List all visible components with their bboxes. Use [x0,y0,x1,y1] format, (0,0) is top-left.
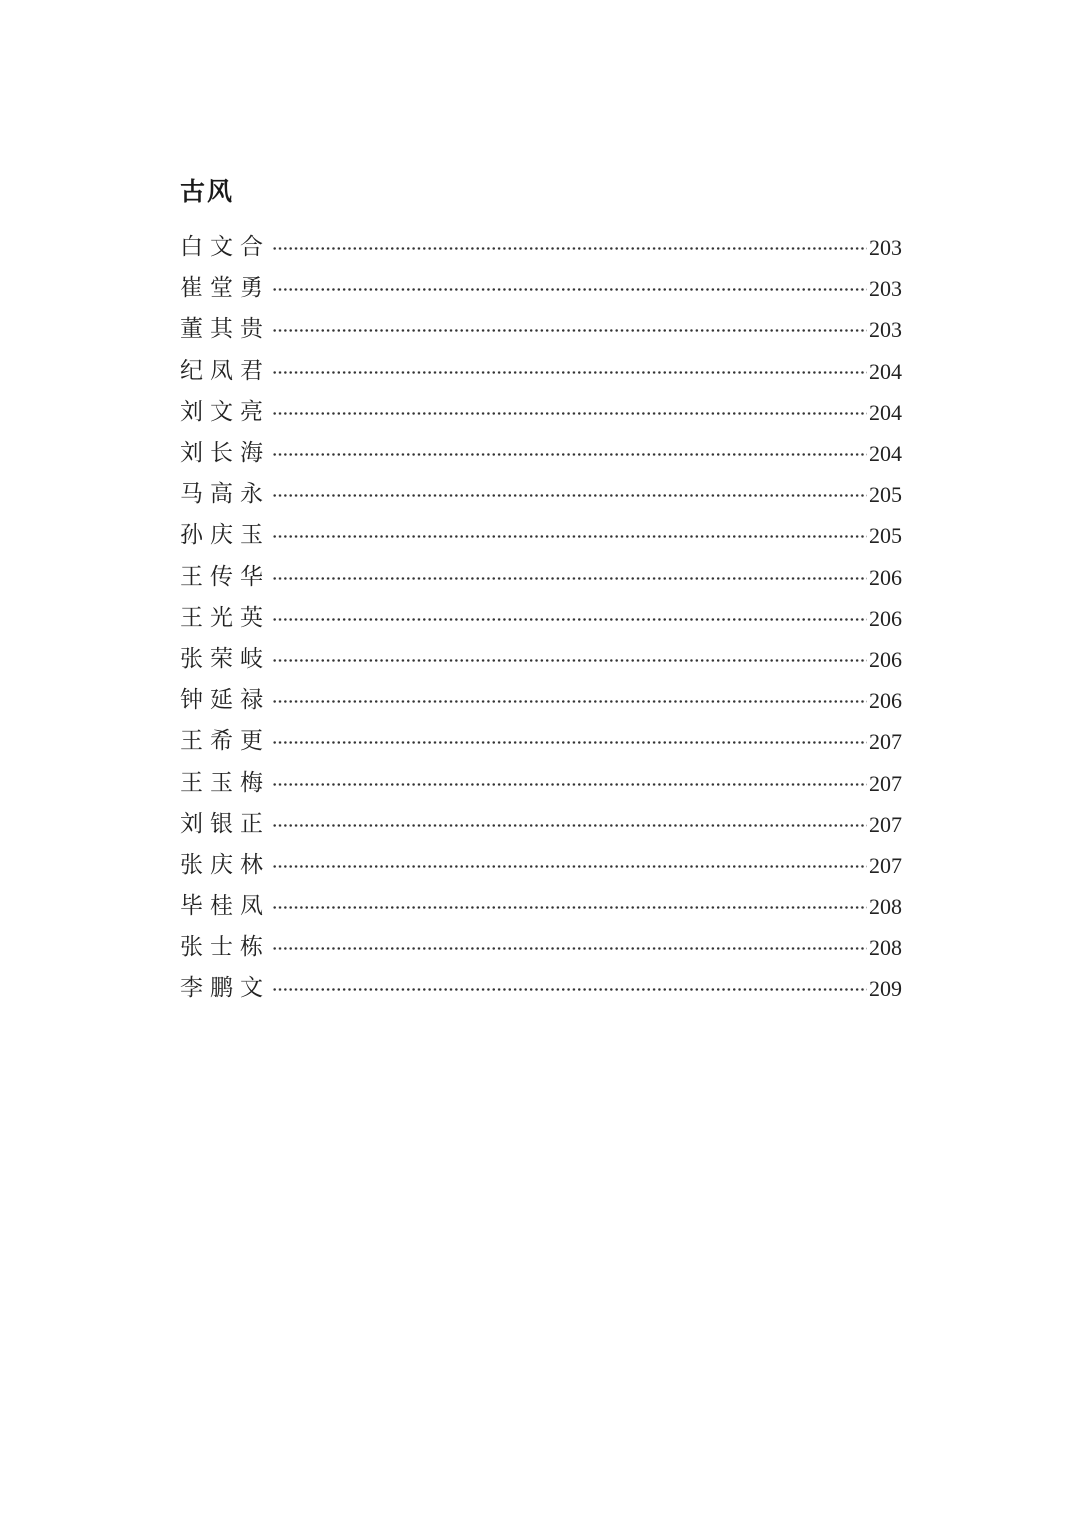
toc-entry-name: 王玉梅 [180,769,270,796]
toc-entry-name: 刘长海 [180,440,270,467]
dot-leader [272,288,867,291]
toc-entry [180,351,902,392]
dot-leader [272,700,867,703]
toc-entry-page-number: 203 [869,235,902,261]
toc-entry [180,804,902,845]
dot-leader [272,741,867,744]
toc-entry [180,639,902,680]
toc-entry [180,309,902,350]
dot-leader [272,865,867,868]
toc-entry-page-number: 206 [869,605,902,631]
toc-entry-name: 王光英 [180,604,270,631]
dot-leader [272,824,867,827]
toc-entry [180,721,902,762]
toc-entry-page-number: 206 [869,646,902,672]
dot-leader [272,535,867,538]
toc-entry-page-number: 205 [869,523,902,549]
toc-entry-page-number: 205 [869,482,902,508]
toc-entry-name: 白文合 [180,234,270,261]
toc-entry-page-number: 204 [869,358,902,384]
toc-entry-name: 毕桂凤 [180,893,270,920]
toc-entry-name: 纪凤君 [180,357,270,384]
toc-entry-name: 张荣岐 [180,645,270,672]
toc-entry-name: 王传华 [180,563,270,590]
toc-entry [180,433,902,474]
dot-leader [272,947,867,950]
toc-entry-name: 董其贵 [180,316,270,343]
toc-entry [180,392,902,433]
dot-leader [272,618,867,621]
toc-entry [180,474,902,515]
toc-entry-name: 李鹏文 [180,975,270,1002]
toc-entry-name: 孙庆玉 [180,522,270,549]
toc-entry-page-number: 207 [869,729,902,755]
toc-entry-page-number: 206 [869,564,902,590]
toc-entry-page-number: 207 [869,811,902,837]
toc-entry [180,762,902,803]
toc-entry [180,968,902,1009]
toc-entry-page-number: 203 [869,276,902,302]
toc-entry-page-number: 203 [869,317,902,343]
toc-entry-name: 马高永 [180,481,270,508]
toc-entry-name: 钟延禄 [180,687,270,714]
toc-entry [180,680,902,721]
dot-leader [272,371,867,374]
table-of-contents [180,227,902,1010]
toc-entry-page-number: 209 [869,976,902,1002]
toc-entry [180,845,902,886]
toc-entry [180,927,902,968]
toc-entry-name: 王希更 [180,728,270,755]
toc-entry-page-number: 204 [869,441,902,467]
dot-leader [272,783,867,786]
toc-entry-name: 张士栋 [180,934,270,961]
toc-entry [180,886,902,927]
toc-entry-page-number: 207 [869,852,902,878]
dot-leader [272,659,867,662]
toc-entry [180,557,902,598]
toc-entry [180,268,902,309]
dot-leader [272,453,867,456]
toc-entry [180,227,902,268]
dot-leader [272,577,867,580]
toc-entry-page-number: 204 [869,399,902,425]
dot-leader [272,494,867,497]
toc-entry-name: 刘银正 [180,810,270,837]
dot-leader [272,906,867,909]
toc-entry-page-number: 208 [869,894,902,920]
toc-entry-page-number: 206 [869,688,902,714]
section-title: 古风 [180,177,235,206]
toc-entry-page-number: 207 [869,770,902,796]
dot-leader [272,988,867,991]
toc-entry-name: 张庆林 [180,851,270,878]
dot-leader [272,247,867,250]
toc-entry [180,515,902,556]
dot-leader [272,412,867,415]
toc-entry-name: 崔堂勇 [180,275,270,302]
dot-leader [272,329,867,332]
toc-entry-name: 刘文亮 [180,398,270,425]
toc-entry [180,598,902,639]
toc-entry-page-number: 208 [869,935,902,961]
